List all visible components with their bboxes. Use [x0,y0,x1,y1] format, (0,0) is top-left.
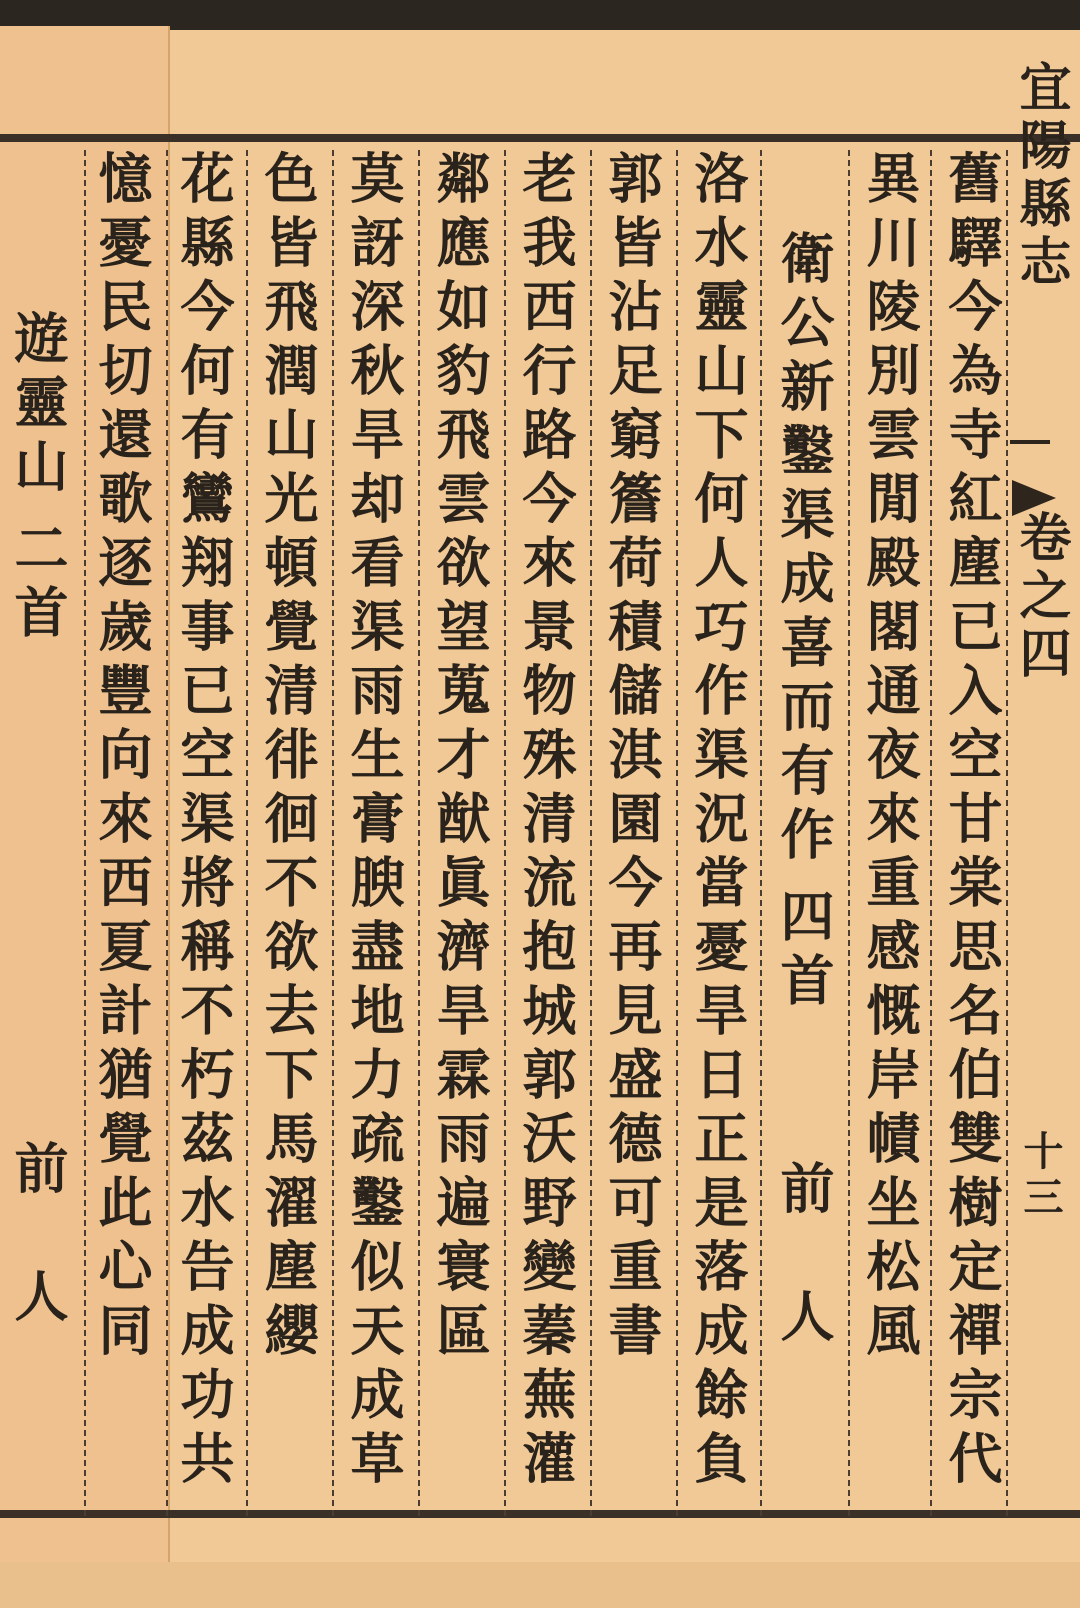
text-column: 色皆飛潤山光頓覺清徘徊不欲去下馬濯塵纓 [256,150,320,1366]
text-column: 憶憂民切還歌逐歲豐向來西夏計猶覺此心同 [90,150,154,1366]
column-rule [760,150,762,1516]
poem-title: 衛公新鑿渠成喜而有作 [772,230,836,870]
column-rule [504,150,506,1516]
poem-title: 遊靈山 [6,310,70,502]
frame-top-rule [0,134,1080,142]
text-column: 老我西行路今來景物殊清流抱城郭沃野變蓁蕪灌 [514,150,578,1494]
column-rule [332,150,334,1516]
column-rule [590,150,592,1516]
column-rule [246,150,248,1516]
column-rule [930,150,932,1516]
poem-author: 前 人 [6,1140,70,1332]
text-column: 舊驛今為寺紅塵已入空甘棠思名伯雙樹定禪宗代 [940,150,1004,1494]
poem-author: 前 人 [772,1160,836,1352]
text-column: 洛水靈山下何人巧作渠況當憂旱日正是落成餘負 [686,150,750,1494]
margin-page-number: 十三 [1017,1130,1064,1222]
margin-book-title: 宜陽縣志 [1010,60,1071,292]
column-rule [848,150,850,1516]
poem-heading-column [766,230,842,1016]
poem-heading-column [0,310,76,648]
margin-juan: 卷之四 [1010,510,1071,684]
text-column: 郭皆沾足窮簷荷積儲淇園今再見盛德可重書 [600,150,664,1366]
scan-bottom-margin [0,1562,1080,1608]
column-rule [418,150,420,1516]
fish-tail-rule [1010,440,1050,444]
poem-count: 二首 [6,520,70,648]
poem-count: 四首 [772,888,836,1016]
text-column: 花縣今何有鸞翔事已空渠將稱不朽茲水告成功共 [172,150,236,1494]
frame-bottom-rule [0,1510,1080,1518]
text-column: 莫訝深秋旱却看渠雨生膏腴盡地力疏鑿似天成草 [342,150,406,1494]
text-column: 異川陵別雲閒殿閣通夜來重感慨岸幘坐松風 [858,150,922,1366]
column-rule [676,150,678,1516]
text-column: 鄰應如豹飛雲欲望蒐才猷眞濟旱霖雨遍寰區 [428,150,492,1366]
